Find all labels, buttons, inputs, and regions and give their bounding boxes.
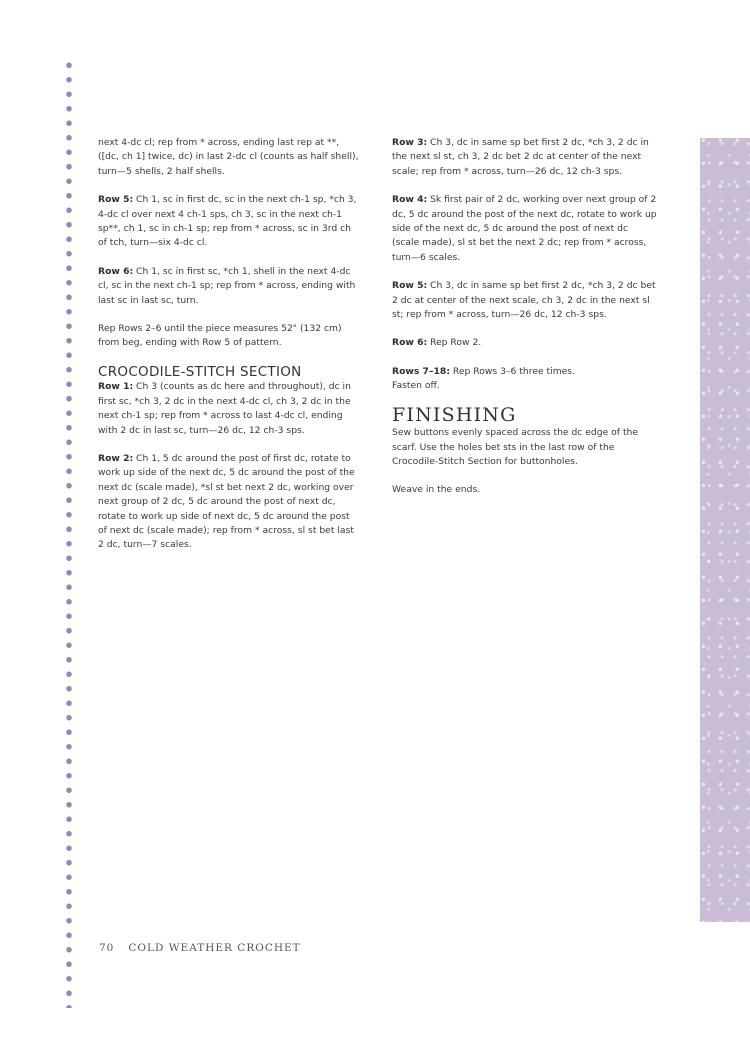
row-5-instruction (98, 193, 360, 251)
decorative-dot-border (65, 58, 73, 1008)
page-number: 70 (99, 942, 115, 954)
cs-rows-7-18-label: Rows 7–18: (392, 365, 450, 377)
row-6-text: Ch 1, sc in first sc, *ch 1, shell in the next 4-dc cl, sc in the next ch-1 sp; rep from * across, ending with last sc in last sc, turn. (98, 265, 356, 306)
cs-row-5-instruction (392, 279, 657, 322)
right-column (392, 136, 657, 512)
finishing-heading: FINISHING (392, 403, 517, 426)
cs-rows-7-18-text: Rep Rows 3–6 three times. (450, 365, 576, 377)
weave-ends-paragraph: Weave in the ends. (392, 484, 481, 496)
cs-row-2-instruction (98, 452, 360, 553)
fasten-off-text: Fasten off. (392, 380, 440, 392)
cs-row-4-label: Row 4: (392, 194, 428, 206)
cs-row-3-instruction (392, 136, 657, 179)
cs-row-6-text: Rep Row 2. (427, 337, 482, 349)
repeat-instruction: Rep Rows 2–6 until the piece measures 52" (132 cm) from beg, ending with Row 5 of pattern. (98, 323, 342, 349)
cs-row-1-instruction (98, 380, 360, 438)
cs-row-3-text: Ch 3, dc in same sp bet first 2 dc, *ch 3, 2 dc in the next sl st, ch 3, 2 dc bet 2 dc at center of the next scale; rep from * across, turn—26 dc, 12 ch-3 sps. (392, 137, 649, 177)
cs-row-2-text: Ch 1, 5 dc around the post of first dc, rotate to work up side of the next dc, 5 dc around the post of the next dc (scale made), *sl st bet next 2 dc, working over next group of 2 dc, 5 dc around the post of next dc, rotate to work up side of next dc, 5 dc around the post of next dc (scale made); rep from * across, sl st bet last 2 dc, turn—7 scales. (98, 452, 355, 551)
cs-row-1-text: Ch 3 (counts as dc here and throughout), dc in first sc, *ch 3, 2 dc in the next 4-dc cl, ch 3, 2 dc in the next ch-1 sp; rep from * across to last 4-dc cl, ending with 2 dc in last sc, turn—26 dc, 12 ch-3 sps. (98, 381, 351, 436)
cs-row-4-text: Sk first pair of 2 dc, working over next group of 2 dc, 5 dc around the post of the next dc, rotate to work up side of the next dc, 5 dc around the post of next dc (scale made), sl st bet the next 2 dc; rep from * across, turn—6 scales. (392, 194, 657, 263)
cs-rows-7-18-instruction (392, 365, 657, 394)
cs-row-3-label: Row 3: (392, 137, 428, 148)
cs-row-5-text: Ch 3, dc in same sp bet first 2 dc, *ch 3, 2 dc bet 2 dc at center of the next scale, ch 3, 2 dc in the next sl st; rep from * across, turn—26 dc, 12 ch-3 sps. (392, 280, 656, 321)
cs-row-4-instruction (392, 193, 657, 265)
book-title: COLD WEATHER CROCHET (128, 942, 301, 954)
cs-row-5-label: Row 5: (392, 280, 428, 292)
row-6-instruction (98, 265, 360, 308)
page-footer (99, 942, 301, 954)
cs-row-6-instruction (392, 336, 657, 350)
cs-row-2-label: Row 2: (98, 452, 134, 464)
paragraph-shell-row-end: next 4-dc cl; rep from * across, ending last rep at **, ([dc, ch 1] twice, dc) in last 2-dc cl (counts as half shell), turn—5 shells, 2 half shells. (98, 137, 359, 177)
row-6-label: Row 6: (98, 265, 134, 277)
row-5-label: Row 5: (98, 194, 134, 206)
finishing-paragraph: Sew buttons evenly spaced across the dc edge of the scarf. Use the holes bet sts in the last row of the Crocodile-Stitch Section for buttonholes. (392, 427, 639, 467)
cs-row-1-label: Row 1: (98, 381, 134, 393)
cs-row-6-label: Row 6: (392, 337, 428, 349)
decorative-lavender-band (700, 138, 750, 922)
crocodile-stitch-heading: CROCODILE-STITCH SECTION (98, 363, 302, 380)
left-column (98, 136, 360, 567)
row-5-text: Ch 1, sc in first dc, sc in the next ch-1 sp, *ch 3, 4-dc cl over next 4 ch-1 sps, ch 3, sc in the next ch-1 sp**, ch 1, sc in ch-1 sp; rep from * across, sc in 3rd ch of tch, turn—six 4-dc cl. (98, 194, 357, 249)
